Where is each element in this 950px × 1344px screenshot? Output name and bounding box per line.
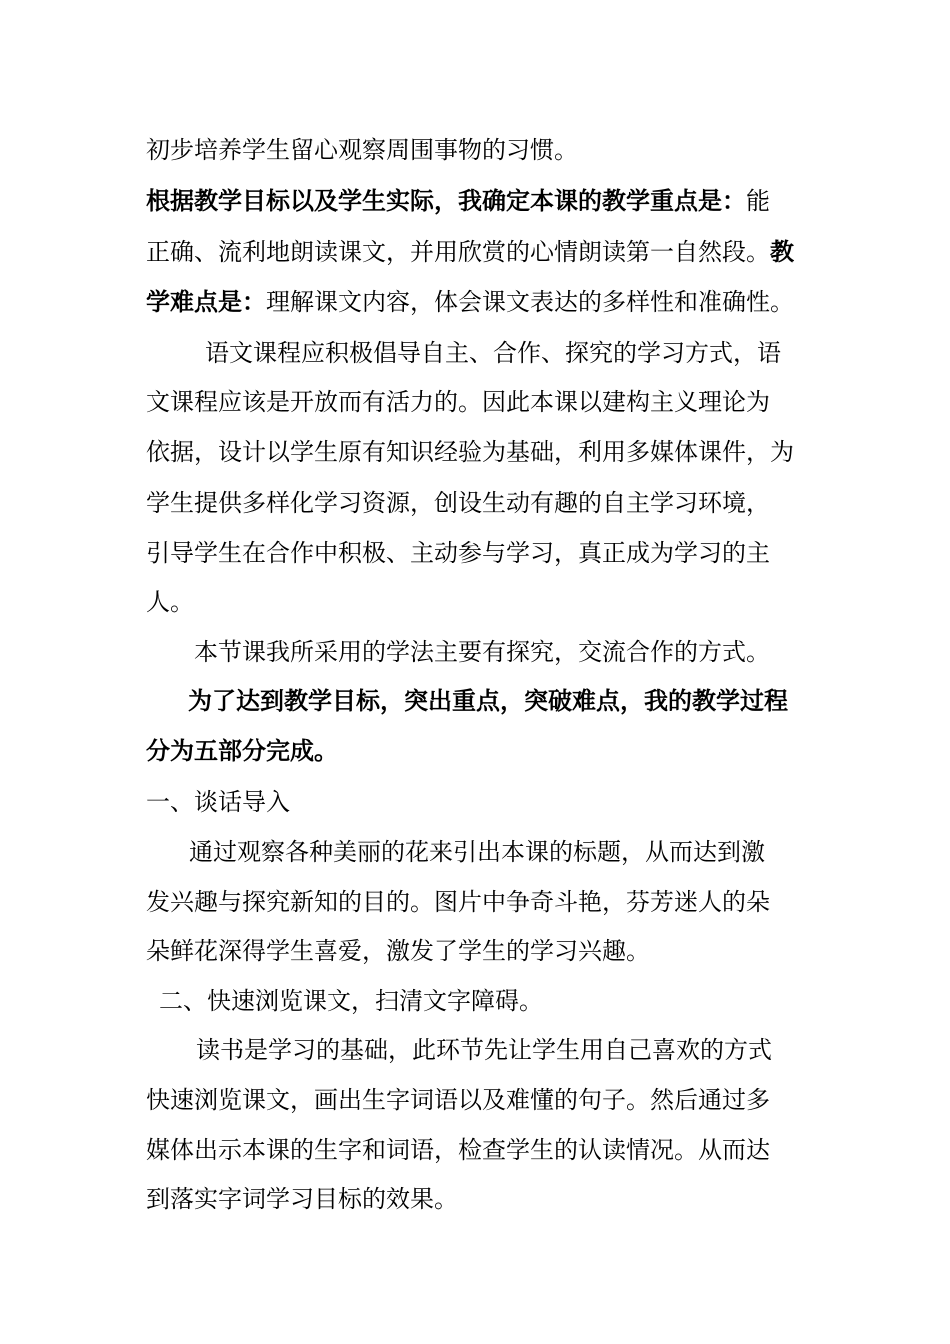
line-text: 文课程应该是开放而有活力的。因此本课以建构主义理论为	[146, 388, 770, 416]
line-text: 朵鲜花深得学生喜爱，激发了学生的学习兴趣。	[146, 937, 650, 965]
bold-heading-text: 教	[770, 237, 794, 266]
text-line-6	[146, 385, 808, 419]
text-line-10	[146, 585, 808, 619]
text-line-3	[146, 235, 808, 269]
line-text: 发兴趣与探究新知的目的。图片中争奇斗艳，芬芳迷人的朵	[146, 888, 770, 916]
line-text: 能	[746, 187, 770, 215]
text-line-4	[146, 285, 808, 319]
bold-heading-text: 为了达到教学目标，突出重点，突破难点，我的教学过程	[188, 686, 788, 715]
text-line-5	[205, 336, 867, 370]
text-line-12	[188, 684, 850, 718]
text-line-8	[146, 486, 808, 520]
section-heading-text: 二、快速浏览课文，扫清文字障碍。	[159, 987, 543, 1015]
text-line-9	[146, 536, 808, 570]
line-text: 正确、流利地朗读课文，并用欣赏的心情朗读第一自然段。	[146, 238, 770, 266]
text-line-17	[146, 934, 808, 968]
line-text: 读书是学习的基础，此环节先让学生用自己喜欢的方式	[196, 1036, 772, 1064]
section-heading-1	[146, 785, 808, 819]
text-line-2	[146, 184, 808, 218]
text-line-15	[189, 835, 851, 869]
line-text: 初步培养学生留心观察周围事物的习惯。	[146, 136, 578, 164]
line-text: 人。	[146, 588, 194, 616]
line-text: 快速浏览课文，画出生字词语以及难懂的句子。然后通过多	[146, 1086, 770, 1114]
section-heading-2	[159, 984, 821, 1018]
text-line-11	[194, 635, 856, 669]
line-text: 引导学生在合作中积极、主动参与学习，真正成为学习的主	[146, 539, 770, 567]
bold-heading-text: 学难点是：	[146, 287, 266, 316]
line-text: 到落实字词学习目标的效果。	[146, 1185, 458, 1213]
text-line-22	[146, 1182, 808, 1216]
line-text: 媒体出示本课的生字和词语，检查学生的认读情况。从而达	[146, 1136, 770, 1164]
section-heading-text: 一、谈话导入	[146, 788, 290, 816]
bold-heading-text: 分为五部分完成。	[146, 736, 338, 765]
text-line-1	[146, 133, 808, 167]
text-line-20	[146, 1083, 808, 1117]
line-text: 理解课文内容，体会课文表达的多样性和准确性。	[266, 288, 794, 316]
line-text: 依据，设计以学生原有知识经验为基础，利用多媒体课件，为	[146, 438, 794, 466]
text-line-16	[146, 885, 808, 919]
text-line-13	[146, 734, 808, 768]
text-line-19	[196, 1033, 858, 1067]
line-text: 本节课我所采用的学法主要有探究，交流合作的方式。	[194, 638, 770, 666]
line-text: 学生提供多样化学习资源，创设生动有趣的自主学习环境，	[146, 489, 770, 517]
text-line-7	[146, 435, 808, 469]
bold-heading-text: 根据教学目标以及学生实际，我确定本课的教学重点是：	[146, 186, 746, 215]
text-line-21	[146, 1133, 808, 1167]
line-text: 语文课程应积极倡导自主、合作、探究的学习方式，语	[205, 339, 781, 367]
line-text: 通过观察各种美丽的花来引出本课的标题，从而达到激	[189, 838, 765, 866]
